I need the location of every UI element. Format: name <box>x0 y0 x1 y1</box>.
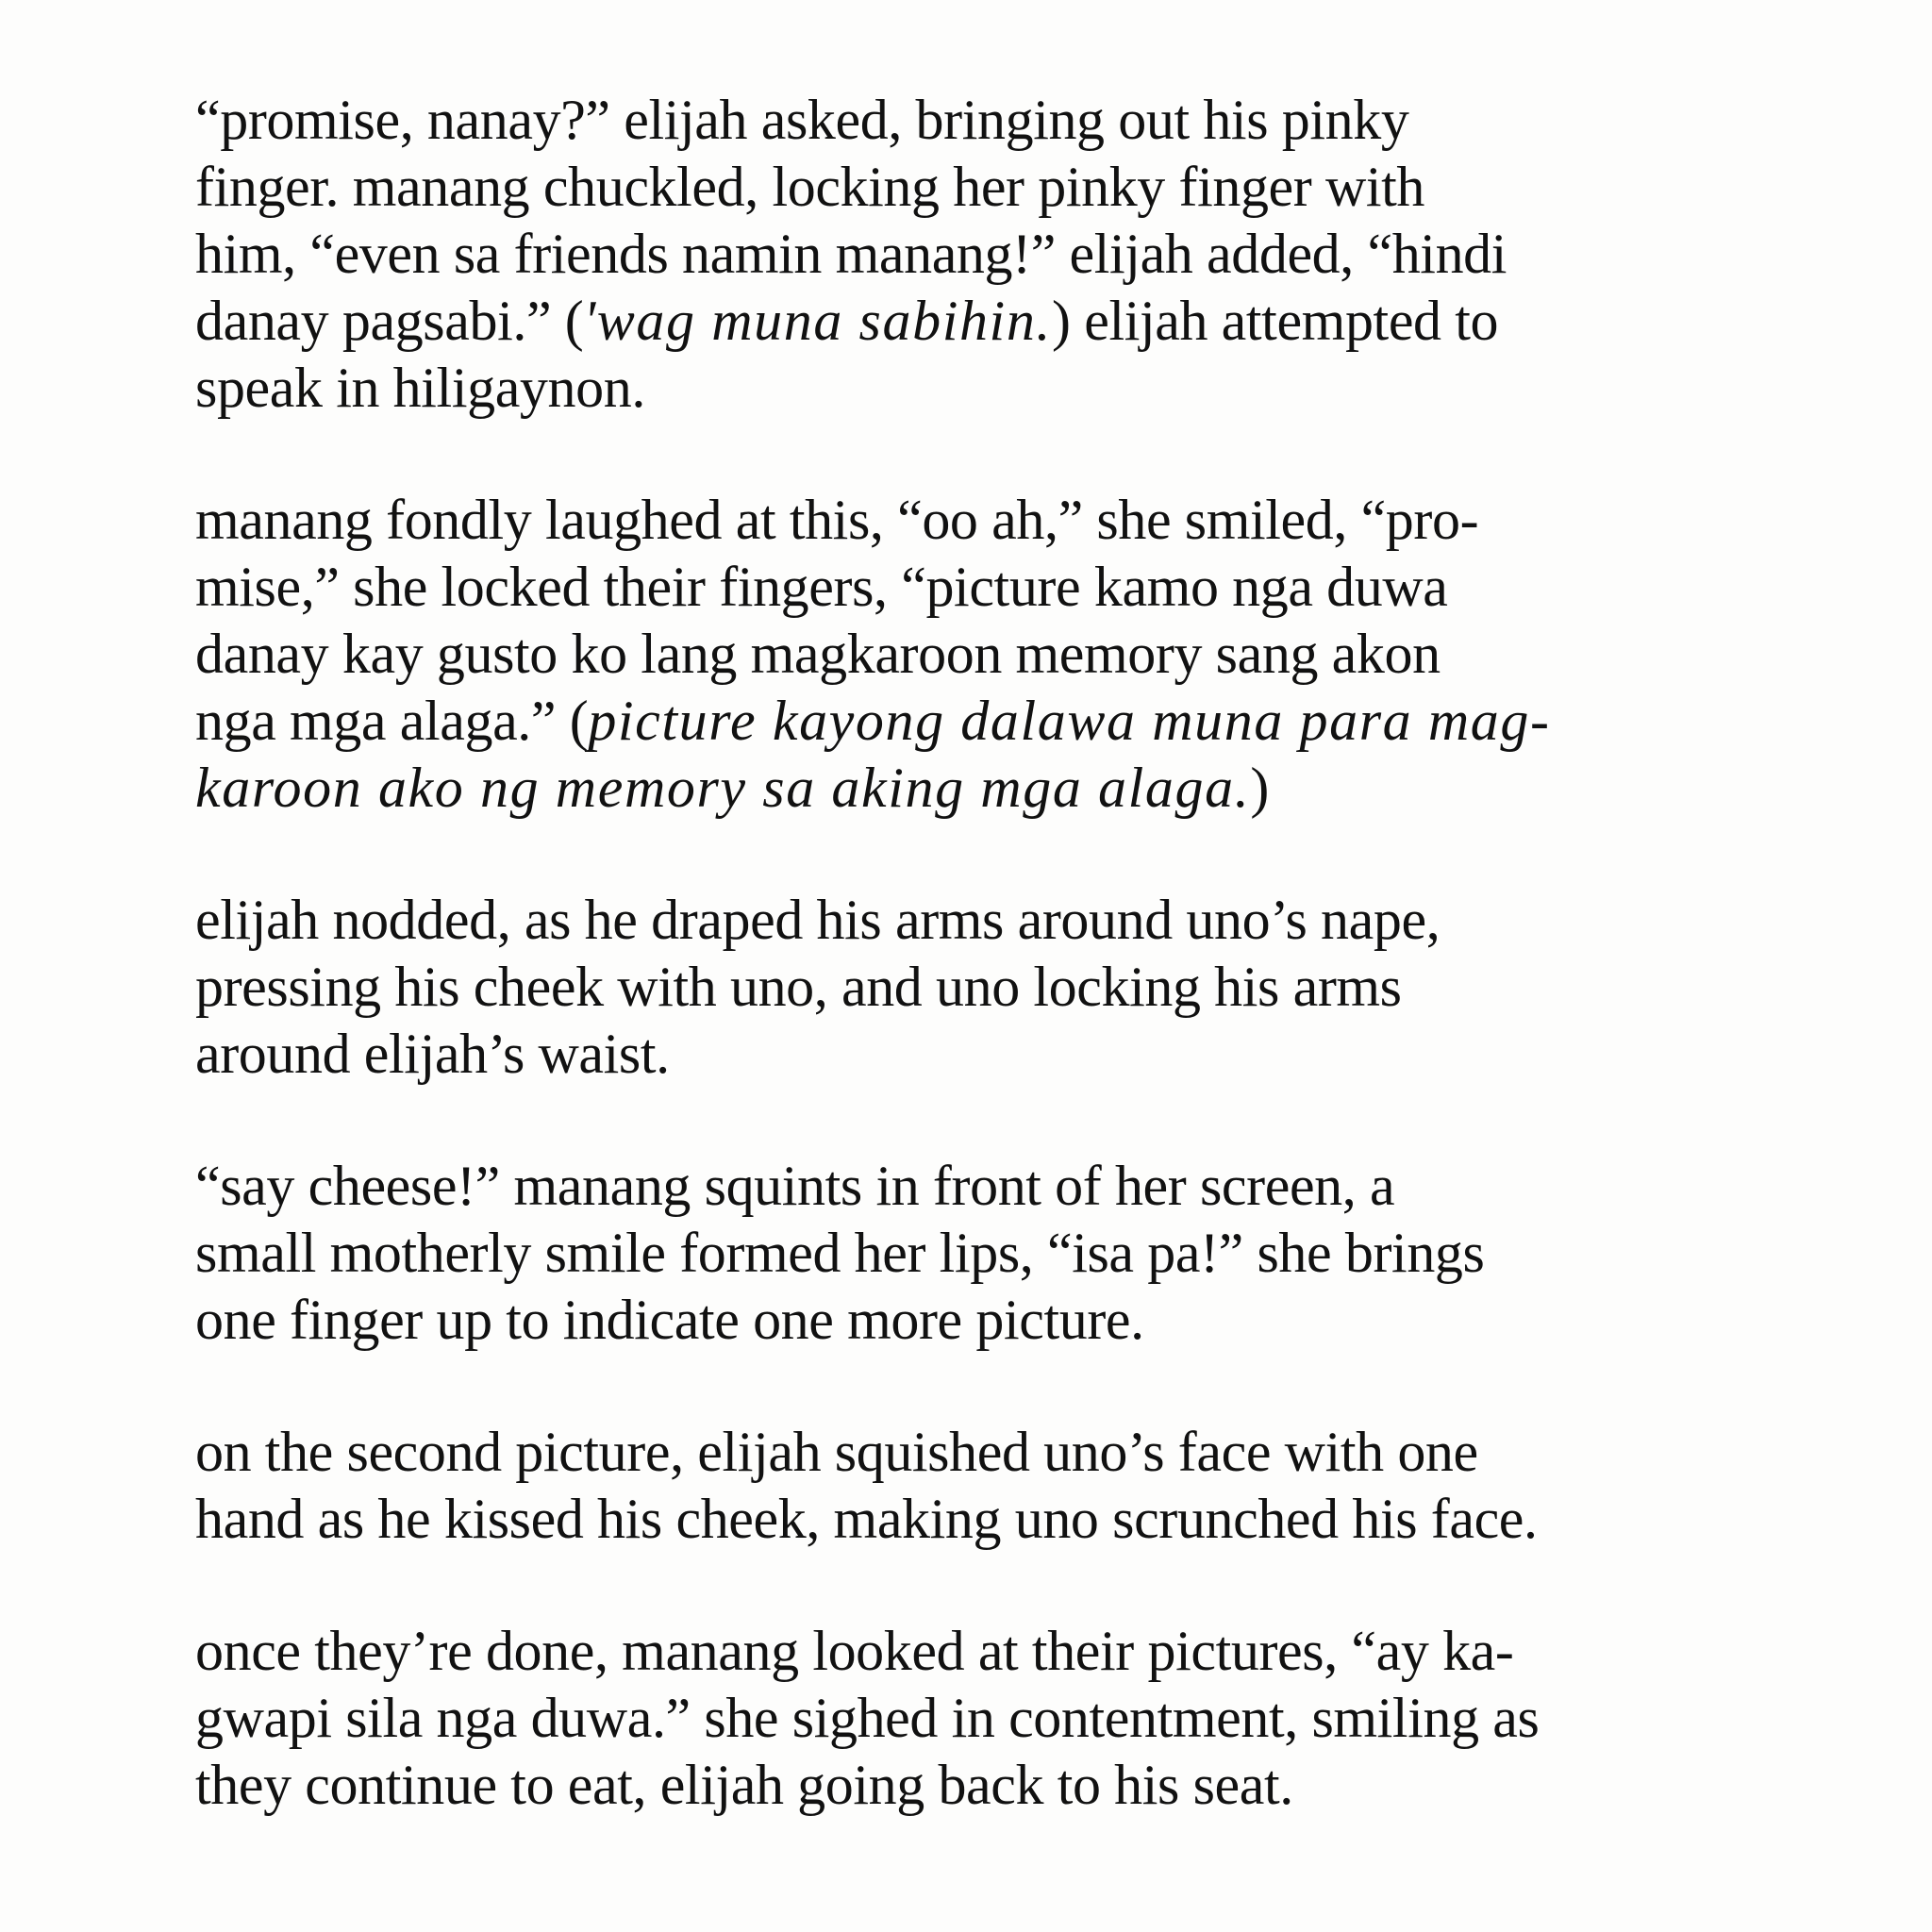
text-line: finger. manang chuckled, locking her pinky finger with <box>195 156 1425 218</box>
paragraph-gap <box>195 1088 1742 1153</box>
text-line: “promise, nanay?” elijah asked, bringing out his pinky <box>195 89 1409 151</box>
text-line: they continue to eat, elijah going back to his seat. <box>195 1754 1293 1816</box>
story-text-page <box>195 87 1742 1819</box>
paragraph-gap <box>195 422 1742 487</box>
text-line: elijah nodded, as he draped his arms around uno’s nape, <box>195 889 1441 951</box>
translation-italic: 'wag muna sabihin. <box>583 290 1053 352</box>
text-line: danay pagsabi.” ('wag muna sabihin.) elijah attempted to <box>195 290 1499 352</box>
paragraph-1 <box>195 87 1742 422</box>
translation-italic: picture kayong dalawa muna para mag- <box>588 690 1551 752</box>
text-line: on the second picture, elijah squished uno’s face with one <box>195 1421 1478 1483</box>
text-line: pressing his cheek with uno, and uno locking his arms <box>195 956 1402 1018</box>
paragraph-4 <box>195 1153 1742 1354</box>
text-line: around elijah’s waist. <box>195 1023 670 1085</box>
translation-italic: karoon ako ng memory sa aking mga alaga. <box>195 757 1251 819</box>
paragraph-2 <box>195 487 1742 822</box>
text-line: “say cheese!” manang squints in front of her screen, a <box>195 1155 1395 1217</box>
paragraph-6 <box>195 1618 1742 1819</box>
text-line: karoon ako ng memory sa aking mga alaga.) <box>195 757 1269 819</box>
paragraph-3 <box>195 887 1742 1088</box>
text-line: him, “even sa friends namin manang!” elijah added, “hindi <box>195 223 1507 285</box>
text-line: small motherly smile formed her lips, “isa pa!” she brings <box>195 1222 1485 1284</box>
paragraph-gap <box>195 822 1742 887</box>
text-line: one finger up to indicate one more picture. <box>195 1289 1144 1351</box>
text-line: nga mga alaga.” (picture kayong dalawa muna para mag- <box>195 690 1551 752</box>
text-line: gwapi sila nga duwa.” she sighed in contentment, smiling as <box>195 1687 1540 1749</box>
text-line: mise,” she locked their fingers, “picture kamo nga duwa <box>195 556 1448 618</box>
text-line: once they’re done, manang looked at their pictures, “ay ka- <box>195 1620 1514 1682</box>
text-line: speak in hiligaynon. <box>195 357 645 419</box>
paragraph-gap <box>195 1553 1742 1618</box>
paragraph-5 <box>195 1419 1742 1553</box>
text-line: hand as he kissed his cheek, making uno scrunched his face. <box>195 1488 1538 1550</box>
text-line: danay kay gusto ko lang magkaroon memory sang akon <box>195 623 1441 685</box>
text-line: manang fondly laughed at this, “oo ah,” she smiled, “pro- <box>195 489 1479 551</box>
paragraph-gap <box>195 1354 1742 1419</box>
